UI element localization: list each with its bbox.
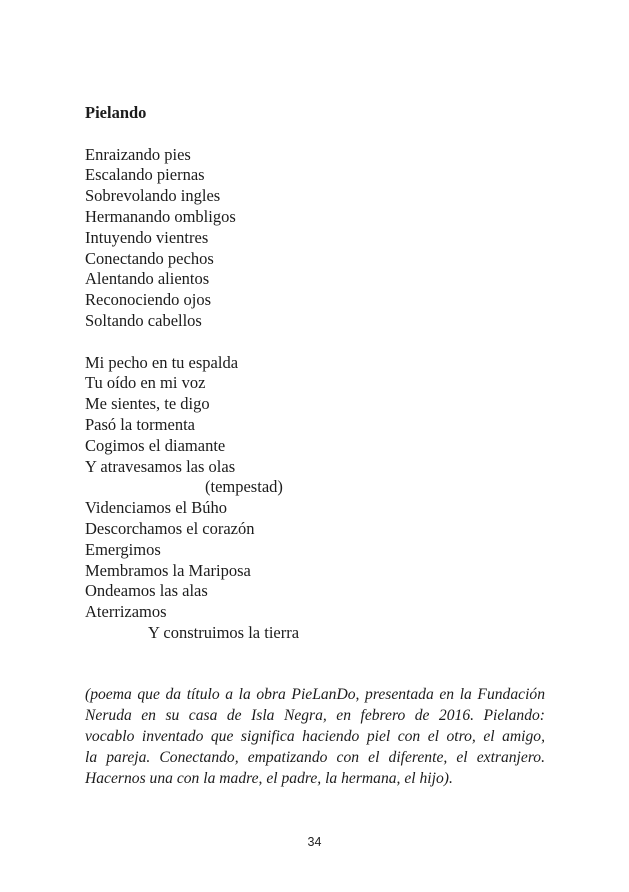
- poem-line-indented: (tempestad): [205, 477, 283, 497]
- poem-line: Alentando alientos: [85, 269, 210, 289]
- stanza-1: [85, 145, 545, 332]
- poem-line: Hermanando ombligos: [85, 206, 236, 226]
- poem-line: Reconociendo ojos: [85, 290, 212, 310]
- poem-line: Aterrizamos: [85, 602, 167, 622]
- poem-line: Videnciamos el Búho: [85, 498, 227, 518]
- poem-line: Escalando piernas: [85, 165, 205, 185]
- footnote-line: Neruda en su casa de Isla Negra, en febrero de 2016. Pielando:: [85, 707, 545, 725]
- poem-line: Enraizando pies: [85, 144, 191, 164]
- page-number: 34: [307, 835, 322, 849]
- poem-line: Descorchamos el corazón: [85, 518, 255, 538]
- footnote-line: (poema que da título a la obra PieLanDo, presentada en la Fundación: [85, 686, 545, 704]
- poem-line: Tu oído en mi voz: [85, 373, 206, 393]
- poem-line: Mi pecho en tu espalda: [85, 352, 239, 372]
- poem-line: Pasó la tormenta: [85, 414, 195, 434]
- poem-line: Membramos la Mariposa: [85, 560, 251, 580]
- footnote-line: la pareja. Conectando, empatizando con el diferente, el extranjero.: [85, 749, 545, 767]
- poem-line: Conectando pechos: [85, 248, 214, 268]
- poem-line: Ondeamos las alas: [85, 581, 208, 601]
- footnote-line: Hacernos una con la madre, el padre, la hermana, el hijo).: [85, 769, 453, 787]
- poem-title: Pielando: [85, 103, 147, 122]
- footnote: [85, 685, 545, 790]
- poem-body: [85, 103, 545, 790]
- poem-line: Cogimos el diamante: [85, 435, 226, 455]
- blank-line: [85, 332, 545, 353]
- poem-line: Sobrevolando ingles: [85, 186, 221, 206]
- blank-line: [85, 124, 545, 145]
- poem-line-indented: Y construimos la tierra: [148, 622, 300, 642]
- poem-line: Me sientes, te digo: [85, 394, 210, 414]
- poem-line: Emergimos: [85, 539, 161, 559]
- poem-line: Y atravesamos las olas: [85, 456, 236, 476]
- footnote-line: vocablo inventado que significa haciendo piel con el otro, el amigo,: [85, 728, 545, 746]
- poem-line: Intuyendo vientres: [85, 227, 209, 247]
- poem-line: Soltando cabellos: [85, 310, 202, 330]
- stanza-2: [85, 353, 545, 644]
